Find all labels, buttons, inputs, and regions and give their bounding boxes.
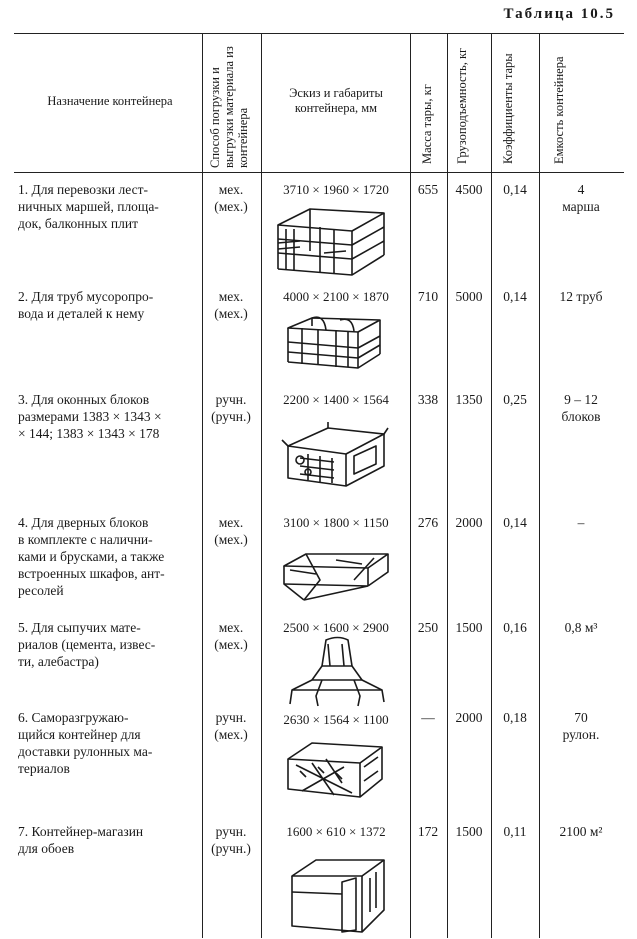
row-2-tare-mass: 710	[417, 289, 439, 304]
row-7-method: ручн. (ручн.)	[211, 824, 251, 856]
column-divider	[491, 33, 492, 938]
roll-container-icon	[282, 737, 390, 805]
row-2-dims: 4000 × 2100 × 1870	[283, 289, 389, 304]
row-3-capacity: 1350	[455, 392, 483, 407]
row-1-tare-mass: 655	[417, 182, 439, 197]
column-divider	[261, 33, 262, 938]
row-6-tare-mass: —	[421, 710, 435, 725]
row-4-tare-coef: 0,14	[503, 515, 527, 530]
row-6-volume: 70 рулон.	[562, 710, 600, 742]
row-3-tare-coef: 0,25	[503, 392, 527, 407]
row-7-tare-mass: 172	[417, 824, 439, 839]
row-1-method: мех. (мех.)	[214, 182, 248, 214]
row-3-purpose: 3. Для оконных блоков размерами 1383 × 1343 × × 144; 1383 × 1343 × 178	[18, 392, 162, 441]
header-volume: Емкость контейнера	[552, 56, 566, 164]
row-6-tare-coef: 0,18	[503, 710, 527, 725]
row-3-tare-mass: 338	[417, 392, 439, 407]
row-4-purpose: 4. Для дверных блоков в комплекте с налични- ками и брусками, а также встроенных шкафов, ант- ресолей	[18, 515, 165, 598]
row-5-volume: 0,8 м³	[564, 620, 598, 635]
row-1-purpose: 1. Для перевозки лест- ничных маршей, площа- док, балконных плит	[18, 182, 159, 231]
row-5-dims: 2500 × 1600 × 2900	[283, 620, 389, 635]
header-tare-mass: Масса тары, кг	[420, 84, 434, 164]
window-block-container-icon	[278, 420, 390, 492]
row-2-tare-coef: 0,14	[503, 289, 527, 304]
row-5-purpose: 5. Для сыпучих мате- риалов (цемента, извес- ти, алебастра)	[18, 620, 156, 669]
header-capacity: Грузоподъемность, кг	[455, 47, 469, 164]
frame-container-icon	[272, 203, 390, 278]
row-7-purpose: 7. Контейнер-магазин для обоев	[18, 824, 144, 856]
row-4-capacity: 2000	[455, 515, 483, 530]
row-1-capacity: 4500	[455, 182, 483, 197]
row-1-dims: 3710 × 1960 × 1720	[283, 182, 389, 197]
row-2-capacity: 5000	[455, 289, 483, 304]
hopper-container-icon	[282, 636, 390, 708]
row-4-tare-mass: 276	[417, 515, 439, 530]
row-6-purpose: 6. Саморазгружаю- щийся контейнер для доставки рулонных ма- териалов	[18, 710, 153, 776]
header-sketch: Эскиз и габариты контейнера, мм	[289, 86, 383, 115]
pipe-rack-container-icon	[282, 312, 386, 374]
wallpaper-cabinet-icon	[286, 852, 390, 936]
row-5-method: мех. (мех.)	[214, 620, 248, 652]
row-2-purpose: 2. Для труб мусоропро- вода и деталей к нему	[18, 289, 154, 321]
row-4-volume: –	[577, 515, 585, 530]
row-5-tare-coef: 0,16	[503, 620, 527, 635]
row-6-capacity: 2000	[455, 710, 483, 725]
row-4-method: мех. (мех.)	[214, 515, 248, 547]
row-3-volume: 9 – 12 блоков	[561, 392, 601, 424]
header-method: Способ погрузки и выгрузки материала из контейнера	[208, 46, 250, 168]
header-tare-coef: Коэффициенты тары	[501, 53, 515, 164]
row-7-capacity: 1500	[455, 824, 483, 839]
row-7-volume: 2100 м²	[559, 824, 603, 839]
row-7-dims: 1600 × 610 × 1372	[286, 824, 386, 839]
row-5-tare-mass: 250	[417, 620, 439, 635]
row-5-capacity: 1500	[455, 620, 483, 635]
row-1-volume: 4 марша	[562, 182, 600, 214]
header-bottom-rule	[14, 172, 624, 173]
row-3-method: ручн. (ручн.)	[211, 392, 251, 424]
row-3-dims: 2200 × 1400 × 1564	[283, 392, 389, 407]
row-2-volume: 12 труб	[559, 289, 603, 304]
row-2-method: мех. (мех.)	[214, 289, 248, 321]
table-top-rule	[14, 33, 624, 34]
row-4-dims: 3100 × 1800 × 1150	[283, 515, 389, 530]
row-1-tare-coef: 0,14	[503, 182, 527, 197]
row-6-dims: 2630 × 1564 × 1100	[283, 712, 389, 727]
row-6-method: ручн. (мех.)	[214, 710, 248, 742]
row-7-tare-coef: 0,11	[503, 824, 527, 839]
column-divider	[410, 33, 411, 938]
door-block-container-icon	[276, 540, 396, 608]
column-divider	[202, 33, 203, 938]
column-divider	[539, 33, 540, 938]
header-purpose: Назначение контейнера	[47, 94, 173, 108]
table-title: Таблица 10.5	[503, 6, 615, 22]
column-divider	[447, 33, 448, 938]
